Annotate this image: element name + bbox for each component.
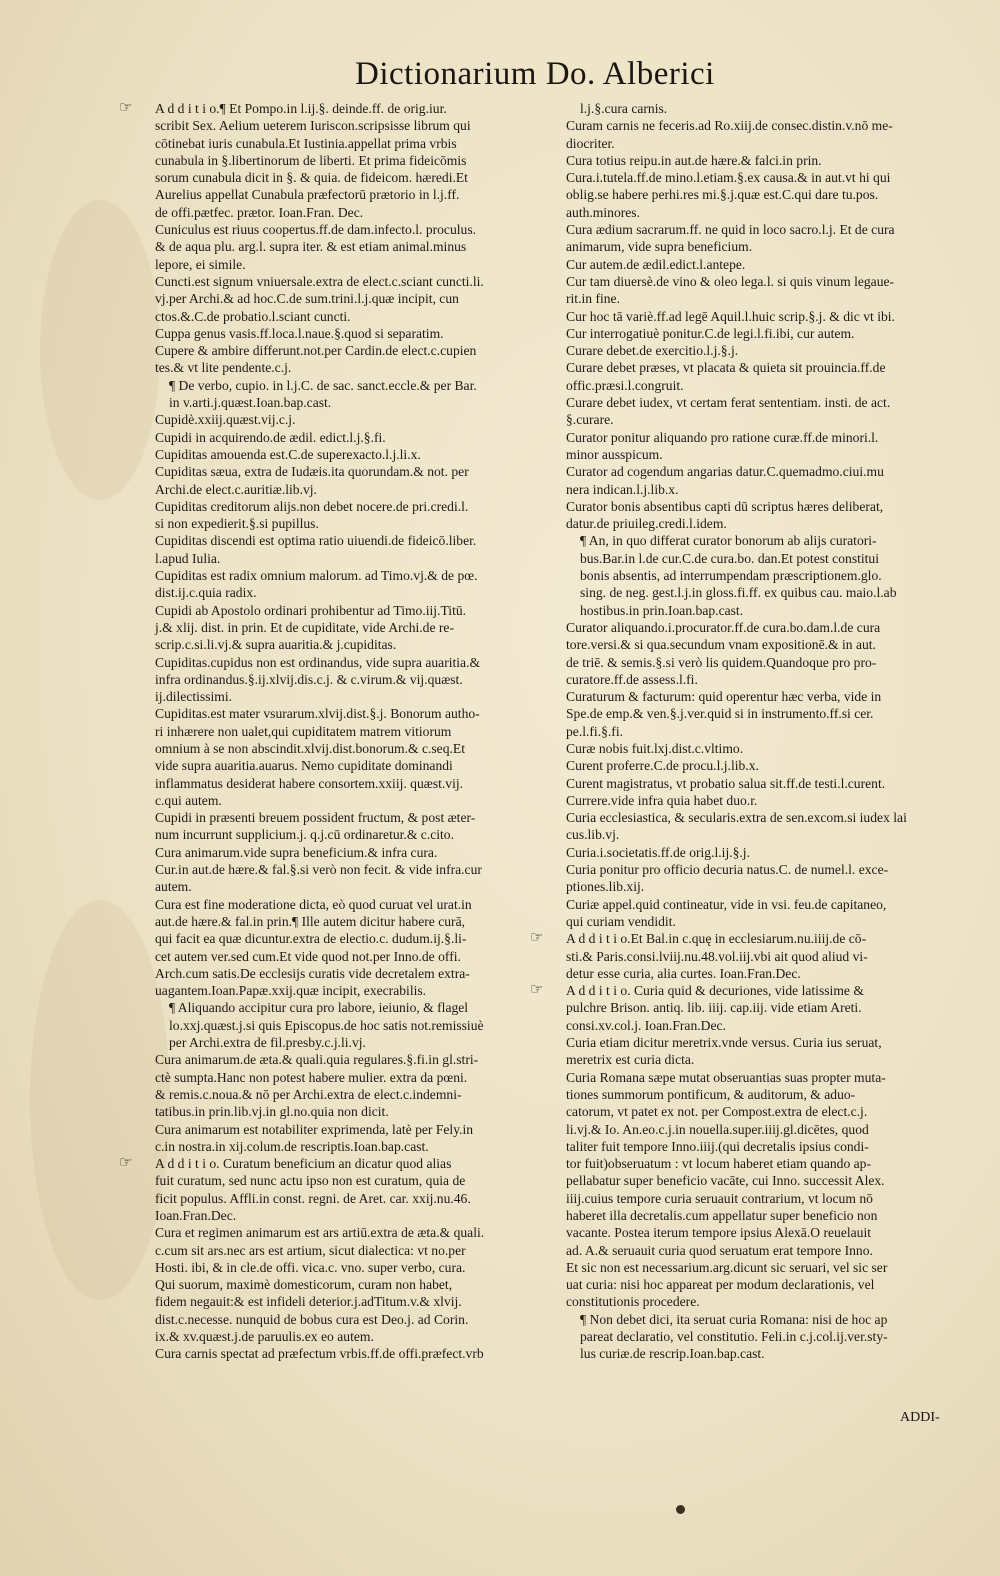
running-head: Dictionarium Do. Alberici (355, 56, 715, 92)
entry-line: scrip.c.si.li.vj.& supra auaritia.& j.cupiditas. (155, 637, 397, 653)
dictionary-entry (566, 792, 966, 809)
manicule-icon: ☞ (119, 1155, 133, 1172)
paper-stain (30, 900, 170, 1300)
entry-line: Cupiditas amouenda est.C.de superexacto.l.j.li.x. (155, 446, 421, 462)
entry-line: tor fuit)obseruatum : vt locum haberet etiam quando ap- (566, 1156, 872, 1172)
entry-line: A d d i t i o. Curia quid & decuriones, vide latissime & (566, 983, 864, 999)
dictionary-entry (155, 844, 553, 861)
entry-line: curatore.ff.de assess.l.fi. (566, 671, 698, 687)
entry-line: lepore, ei simile. (155, 256, 246, 272)
entry-line: Cura animarum.vide supra beneficium.& infra cura. (155, 844, 438, 860)
entry-line: tatibus.in prin.lib.vj.in gl.no.quia non dicit. (155, 1104, 389, 1120)
entry-line: Aurelius appellat Cunabula præfectorū prætorio in l.j.ff. (155, 187, 460, 203)
entry-line: Cura carnis spectat ad præfectum vrbis.ff.de offi.præfect.vrb (155, 1346, 484, 1362)
entry-line: detur esse curia, alia curtes. Ioan.Fran.Dec. (566, 965, 801, 981)
entry-line: scribit Sex. Aelium ueterem Iuriscon.scripsisse librum qui (155, 118, 471, 134)
entry-line: ptiones.lib.xij. (566, 879, 645, 895)
entry-line: meretrix est curia dicta. (566, 1052, 695, 1068)
entry-line: auth.minores. (566, 204, 640, 220)
entry-line: Cuniculus est riuus coopertus.ff.de dam.infecto.l. proculus. (155, 222, 477, 238)
dictionary-entry (566, 688, 966, 740)
entry-line: Cura totius reipu.in aut.de hære.& falci.in prin. (566, 152, 822, 168)
entry-line: Curaturum & facturum: quid operentur hæc verba, vide in (566, 689, 882, 705)
entry-line: ij.dilectissimi. (155, 689, 233, 705)
entry-line: c.qui autem. (155, 792, 222, 808)
entry-line: l.apud Iulia. (155, 550, 221, 566)
entry-line: si non expedierit.§.si pupillus. (155, 516, 319, 532)
dictionary-entry (155, 273, 553, 325)
entry-line: Curare debet præses, vt placata & quieta sit prouincia.ff.de (566, 360, 886, 376)
dictionary-entry (155, 809, 553, 844)
entry-line: num incurrunt supplicium.j. q.j.cū ordinaretur.& c.cito. (155, 827, 455, 843)
entry-line: Cur.in aut.de hære.& fal.§.si verò non fecit. & vide infra.cur (155, 862, 482, 878)
entry-line: cōtinebat iuris cunabula.Et Iustinia.appellat prima vrbis (155, 135, 457, 151)
dictionary-entry (566, 256, 966, 273)
entry-line: Cupidè.xxiij.quæst.vij.c.j. (155, 412, 296, 428)
dictionary-entry (566, 463, 966, 498)
entry-line: tore.versi.& si qua.secundum vnam expositionē.& in aut. (566, 637, 876, 653)
dictionary-entry (155, 1051, 553, 1120)
entry-line: Cur autem.de ædil.edict.l.antepe. (566, 256, 746, 272)
entry-line: Cura est fine moderatione dicta, eò quod curuat vel urat.in (155, 896, 472, 912)
entry-line: fidem negauit:& est infideli deterior.j.adTitum.v.& xlvij. (155, 1294, 462, 1310)
entry-line: sing. de neg. gest.l.j.in gloss.fi.ff. ex quibus cau. maio.l.ab (580, 585, 897, 601)
dictionary-entry (566, 325, 966, 342)
entry-line: ri inhærere non ualet,qui cupiditatem matrem vitiorum (155, 723, 452, 739)
entry-line: catorum, vt patet ex not. per Compost.extra de elect.c.j. (566, 1104, 868, 1120)
entry-line: Curator aliquando.i.procurator.ff.de cura.bo.dam.l.de cura (566, 619, 881, 635)
left-column (119, 100, 553, 1363)
additio-entry (119, 1155, 553, 1224)
entry-line: iiij.cuius tempore curia seruauit contrarium, vt locum nō (566, 1190, 873, 1206)
entry-line: haberet illa decretalis.cum appellatur super beneficio non (566, 1208, 878, 1223)
entry-line: ficit populus. Affli.in const. regni. de Aret. car. xxij.nu.46. (155, 1190, 471, 1206)
dictionary-entry (155, 446, 553, 463)
dictionary-entry (155, 532, 553, 567)
entry-line: qui facit ea quæ dicuntur.extra de electio.c. dudum.ij.§.li- (155, 931, 467, 947)
dictionary-entry (566, 394, 966, 429)
dictionary-entry (155, 411, 553, 428)
dictionary-entry (566, 342, 966, 359)
entry-line: autem. (155, 879, 192, 895)
ink-spot (676, 1505, 685, 1514)
entry-line: Curator ponitur aliquando pro ratione curæ.ff.de minori.l. (566, 429, 879, 445)
entry-line: Cupidi in præsenti breuem possident fructum, & post æter- (155, 810, 476, 826)
dictionary-entry (566, 844, 966, 861)
entry-line: datur.de priuileg.credi.l.idem. (566, 516, 727, 532)
entry-line: dist.ij.c.quia radix. (155, 585, 257, 601)
entry-line: de triē. & semis.§.si verò lis quidem.Quandoque pro pro- (566, 654, 877, 670)
entry-line: diocriter. (566, 135, 615, 151)
dictionary-entry (155, 463, 553, 498)
dictionary-entry (566, 775, 966, 792)
entry-line: pareat declaratio, vel constitutio. Feli.in c.j.col.ij.ver.sty- (580, 1329, 888, 1345)
entry-line: minor ausspicum. (566, 446, 663, 462)
entry-line: Cur interrogatiuè ponitur.C.de legi.l.fi.ibi, cur autem. (566, 325, 855, 341)
dictionary-entry (566, 152, 966, 169)
paper-stain (40, 200, 160, 500)
entry-line: qui curiam vendidit. (566, 913, 676, 929)
manicule-icon: ☞ (119, 100, 133, 116)
entry-line: pellabatur super beneficio vacāte, cui Inno. successit Alex. (566, 1173, 885, 1189)
catchword: ADDI- (900, 1410, 940, 1425)
dictionary-entry (566, 896, 966, 931)
additio-entry (119, 100, 553, 221)
entry-line: uagantem.Ioan.Papæ.xxij.quæ incipit, execrabilis. (155, 983, 427, 999)
entry-line: offic.præsi.l.congruit. (566, 377, 684, 393)
entry-line: ¶ An, in quo differat curator bonorum ab alijs curatori- (580, 533, 877, 549)
dictionary-entry (566, 117, 966, 152)
entry-line: ¶ Non debet dici, ita seruat curia Romana: nisi de hoc ap (580, 1311, 888, 1327)
entry-line: fuit curatum, sed nunc actu ipso non est curatum, quia de (155, 1173, 466, 1189)
entry-line: infra ordinandus.§.ij.xlvij.dis.c.j. & c.virum.& vij.quæst. (155, 671, 463, 687)
entry-line: c.cum sit ars.nec ars est artium, sicut dialectica: vt no.per (155, 1242, 466, 1258)
dictionary-entry (566, 221, 966, 256)
dictionary-entry (566, 429, 966, 464)
dictionary-entry (566, 273, 966, 308)
dictionary-entry (566, 740, 966, 757)
entry-line: Curia etiam dicitur meretrix.vnde versus. Curia ius seruat, (566, 1035, 882, 1051)
entry-line: cunabula in §.libertinorum de liberti. Et prima fideicōmis (155, 152, 467, 168)
entry-line: dist.c.necesse. nunquid de bobus cura est Deo.j. ad Corin. (155, 1311, 469, 1327)
dictionary-entry (566, 619, 966, 688)
dictionary-entry (155, 896, 553, 1000)
entry-line: pulchre Brison. antiq. lib. iiij. cap.iij. vide etiam Areti. (566, 1000, 862, 1016)
entry-line: Cura animarum.de æta.& quali.quia regulares.§.fi.in gl.stri- (155, 1052, 479, 1068)
entry-line: Curiæ appel.quid contineatur, vide in vsi. feu.de capitaneo, (566, 896, 887, 912)
entry-line: tiones summorum pontificum, & auditorum, & aduo- (566, 1086, 856, 1102)
entry-line: Cupiditas sæua, extra de Iudæis.ita quorundam.& not. per (155, 464, 469, 480)
entry-line: animarum, vide supra beneficium. (566, 239, 753, 255)
entry-line: Curare debet.de exercitio.l.j.§.j. (566, 343, 739, 359)
entry-line: & remis.c.noua.& nō per Archi.extra de elect.c.indemni- (155, 1086, 462, 1102)
entry-line: Cupidi in acquirendo.de ædil. edict.l.j.§.fi. (155, 429, 386, 445)
entry-line: in v.arti.j.quæst.Ioan.bap.cast. (169, 395, 332, 411)
entry-line: per Archi.extra de fil.presby.c.j.li.vj. (169, 1035, 366, 1051)
entry-line: bonis absentis, ad interrumpendam præscriptionem.glo. (580, 568, 882, 584)
entry-line: vide supra auaritia.auarus. Nemo cupiditate dominandi (155, 758, 453, 774)
entry-line: Curent proferre.C.de procu.l.j.lib.x. (566, 758, 759, 774)
entry-line: Cupiditas.cupidus non est ordinandus, vide supra auaritia.& (155, 654, 481, 670)
sub-entry (566, 1311, 966, 1363)
entry-line: Archi.de elect.c.auritiæ.lib.vj. (155, 481, 317, 497)
entry-line: A d d i t i o. Curatum beneficium an dicatur quod alias (155, 1156, 452, 1172)
entry-line: ¶ De verbo, cupio. in l.j.C. de sac. sanct.eccle.& per Bar. (169, 377, 477, 393)
dictionary-entry (155, 705, 553, 809)
entry-line: ad. A.& seruauit curia quod seruatum erat tempore Inno. (566, 1242, 873, 1258)
entry-line: Arch.cum satis.De ecclesijs curatis vide decretalem extra- (155, 965, 470, 981)
entry-line: sorum cunabula dicit in §. & quia. de fideicom. hæredi.Et (155, 170, 468, 186)
entry-line: l.j.§.cura carnis. (580, 101, 668, 116)
right-column (530, 100, 966, 1363)
additio-entry (530, 930, 966, 982)
entry-line: Cupere & ambire differunt.not.per Cardin.de elect.c.cupien (155, 343, 477, 359)
entry-line: Curent magistratus, vt probatio salua sit.ff.de testi.l.curent. (566, 775, 886, 791)
entry-line: li.vj.& Io. An.eo.c.j.in nouella.super.iiij.gl.dicētes, quod (566, 1121, 869, 1137)
sub-entry (566, 532, 966, 618)
entry-line: de offi.pætfec. prætor. Ioan.Fran. Dec. (155, 204, 364, 220)
dictionary-entry (566, 861, 966, 896)
entry-line: omnium à se non abscindit.xlvij.dist.bonorum.& c.seq.Et (155, 740, 465, 756)
manicule-icon: ☞ (530, 930, 544, 947)
entry-line: consi.xv.col.j. Ioan.Fran.Dec. (566, 1017, 726, 1033)
dictionary-entry (566, 809, 966, 844)
dictionary-entry (566, 100, 966, 117)
dictionary-entry (566, 308, 966, 325)
entry-line: Cura.i.tutela.ff.de mino.l.etiam.§.ex causa.& in aut.vt hi qui (566, 170, 891, 186)
entry-line: Qui suorum, maximè domesticorum, curam non habet, (155, 1277, 453, 1293)
entry-line: Curæ nobis fuit.lxj.dist.c.vltimo. (566, 740, 744, 756)
dictionary-entry (566, 757, 966, 774)
dictionary-entry (155, 1345, 553, 1362)
manicule-icon: ☞ (530, 982, 544, 999)
entry-line: nera indican.l.j.lib.x. (566, 481, 679, 497)
dictionary-entry (566, 1034, 966, 1069)
entry-line: aut.de hære.& fal.in prin.¶ Ille autem dicitur habere curā, (155, 913, 466, 929)
dictionary-entry (155, 1121, 553, 1156)
entry-line: tes.& vt lite pendente.c.j. (155, 360, 292, 376)
entry-line: Curia.i.societatis.ff.de orig.l.ij.§.j. (566, 844, 750, 860)
entry-line: Cupiditas.est mater vsurarum.xlvij.dist.§.j. Bonorum autho- (155, 706, 480, 722)
entry-line: rit.in fine. (566, 291, 620, 307)
entry-line: ¶ Aliquando accipitur cura pro labore, ieiunio, & flagel (169, 1000, 469, 1016)
sub-entry (155, 377, 553, 412)
dictionary-entry (155, 498, 553, 533)
entry-line: Curam carnis ne feceris.ad Ro.xiij.de consec.distin.v.nō me- (566, 118, 893, 134)
entry-line: Cuppa genus vasis.ff.loca.l.naue.§.quod si separatim. (155, 325, 444, 341)
entry-line: sti.& Paris.consi.lviij.nu.48.vol.iij.vbi ait quod aliud vi- (566, 948, 868, 964)
entry-line: ctè sumpta.Hanc non potest habere mulier. extra da pœni. (155, 1069, 468, 1085)
dictionary-entry (155, 861, 553, 896)
dictionary-entry (566, 1069, 966, 1311)
sub-entry (155, 999, 553, 1051)
entry-line: Curia Romana sæpe mutat obseruantias suas propter muta- (566, 1069, 886, 1085)
dictionary-entry (155, 654, 553, 706)
entry-line: Curia ponitur pro officio decuria natus.C. de numel.l. exce- (566, 862, 889, 878)
entry-line: lo.xxj.quæst.j.si quis Episcopus.de hoc satis not.remissiuè (169, 1017, 484, 1033)
entry-line: vacante. Postea iterum tempore ipsius Alexā.O reuelauit (566, 1225, 872, 1241)
entry-line: hostibus.in prin.Ioan.bap.cast. (580, 602, 744, 618)
entry-line: Cur tam diuersè.de vino & oleo lega.l. si quis vinum legaue- (566, 273, 895, 289)
entry-line: Cura et regimen animarum est ars artiū.extra de æta.& quali. (155, 1225, 485, 1241)
entry-line: Curare debet iudex, vt certam ferat sententiam. insti. de act. (566, 395, 891, 411)
dictionary-entry (155, 602, 553, 654)
entry-line: Cuncti.est signum vniuersale.extra de elect.c.sciant cuncti.li. (155, 273, 484, 289)
entry-line: Ioan.Fran.Dec. (155, 1208, 237, 1223)
entry-line: Cur hoc tā variè.ff.ad legē Aquil.l.huic scrip.§.j. & dic vt ibi. (566, 308, 895, 324)
entry-line: & de aqua plu. arg.l. supra iter. & est etiam animal.minus (155, 239, 467, 255)
entry-line: c.in nostra.in xij.colum.de rescriptis.Ioan.bap.cast. (155, 1138, 429, 1154)
entry-line: constitutionis procedere. (566, 1294, 700, 1310)
entry-line: Currere.vide infra quia habet duo.r. (566, 792, 758, 808)
entry-line: Cupidi ab Apostolo ordinari prohibentur ad Timo.iij.Titū. (155, 602, 467, 618)
entry-line: §.curare. (566, 412, 614, 428)
additio-entry (530, 982, 966, 1034)
entry-line: Curia ecclesiastica, & secularis.extra de sen.excom.si iudex lai (566, 810, 907, 826)
dictionary-entry (155, 221, 553, 273)
entry-line: inflammatus desiderat habere consortem.xxiij. quæst.vij. (155, 775, 464, 791)
entry-line: Curator bonis absentibus capti dū scriptus hæres deliberat, (566, 498, 884, 514)
entry-line: lus curiæ.de rescrip.Ioan.bap.cast. (580, 1346, 765, 1362)
entry-line: Curator ad cogendum angarias datur.C.quemadmo.ciui.mu (566, 464, 884, 480)
dictionary-entry (155, 567, 553, 602)
dictionary-entry (566, 169, 966, 221)
dictionary-entry (566, 359, 966, 394)
entry-line: j.& xlij. dist. in prin. Et de cupiditate, vide Archi.de re- (155, 619, 454, 635)
entry-line: A d d i t i o.Et Bal.in c.quę in ecclesiarum.nu.iiij.de cō- (566, 931, 867, 947)
entry-line: oblig.se habere perhi.res mi.§.j.quæ est.C.qui dare tu.pos. (566, 187, 879, 203)
entry-line: Cupiditas est radix omnium malorum. ad Timo.vj.& de pœ. (155, 568, 478, 584)
entry-line: ctos.&.C.de probatio.l.sciant cuncti. (155, 308, 351, 324)
dictionary-entry (155, 325, 553, 342)
entry-line: ix.& xv.quæst.j.de paruulis.ex eo autem. (155, 1329, 374, 1345)
entry-line: uat curia: nisi hoc appareat per modum declarationis, vel (566, 1277, 875, 1293)
entry-line: Spe.de emp.& ven.§.j.ver.quid si in instrumento.ff.si cer. (566, 706, 874, 722)
entry-line: Cupiditas discendi est optima ratio uiuendi.de fideicō.liber. (155, 533, 477, 549)
entry-line: Cupiditas creditorum alijs.non debet nocere.de pri.credi.l. (155, 498, 469, 514)
entry-line: cus.lib.vj. (566, 827, 620, 843)
dictionary-entry (155, 342, 553, 377)
entry-line: cet autem ver.sed cum.Et vide quod not.per Inno.de offi. (155, 948, 461, 964)
entry-line: pe.l.fi.§.fi. (566, 723, 624, 739)
entry-line: bus.Bar.in l.de cur.C.de cura.bo. dan.Et potest constitui (580, 550, 880, 566)
entry-line: Hosti. ibi, & in cle.de offi. vica.c. vno. super verbo, cura. (155, 1259, 466, 1275)
dictionary-entry (155, 1224, 553, 1345)
entry-line: A d d i t i o.¶ Et Pompo.in l.ij.§. deinde.ff. de orig.iur. (155, 101, 447, 116)
entry-line: taliter fuit tempore Inno.iiij.(qui decretalis ipsius condi- (566, 1138, 869, 1154)
entry-line: Cura animarum est notabiliter exprimenda, latè per Fely.in (155, 1121, 474, 1137)
dictionary-entry (566, 498, 966, 533)
dictionary-entry (155, 429, 553, 446)
entry-line: Cura ædium sacrarum.ff. ne quid in loco sacro.l.j. Et de cura (566, 222, 895, 238)
entry-line: Et sic non est necessarium.arg.dicunt sic seruari, vel sic ser (566, 1259, 888, 1275)
entry-line: vj.per Archi.& ad hoc.C.de sum.trini.l.j.quæ incipit, cun (155, 291, 459, 307)
